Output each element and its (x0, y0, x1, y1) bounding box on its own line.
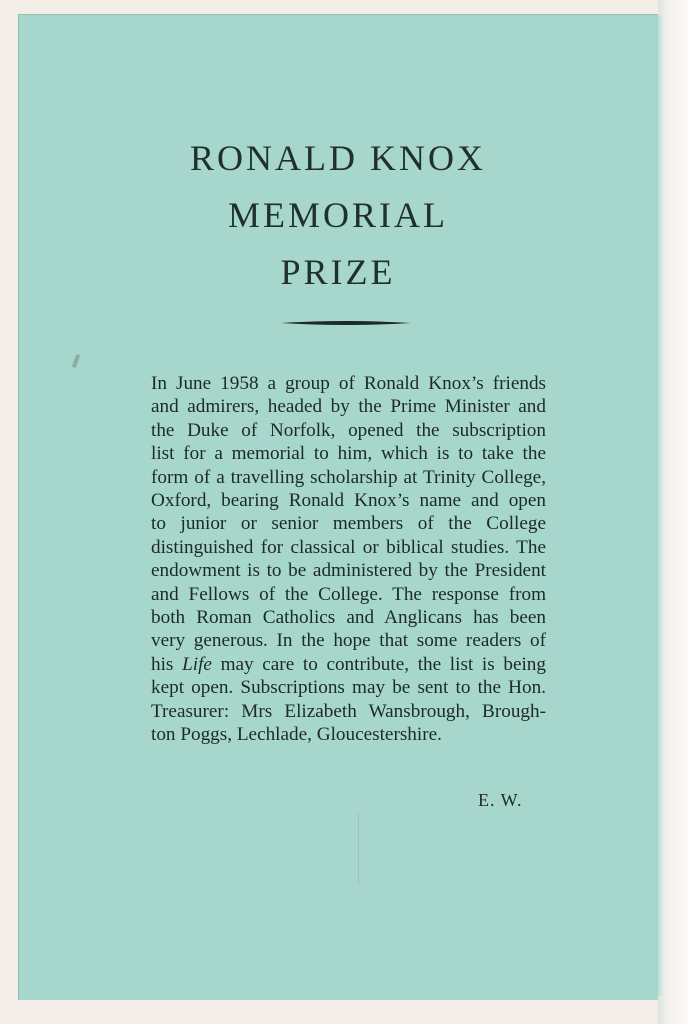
signature-initials: E. W. (478, 790, 523, 810)
body-line: to junior or senior members of the College (151, 513, 546, 535)
body-line: list for a memorial to him, which is to take the (151, 443, 546, 465)
body-line: distinguished for classical or biblical studies. The (151, 536, 546, 558)
title-line-3: PRIZE (280, 252, 396, 292)
body-line-life-pre: his (151, 653, 183, 675)
body-line: endowment is to be administered by the President (151, 560, 546, 582)
title-line-1: RONALD KNOX (190, 138, 486, 178)
paper-blemish (72, 354, 81, 369)
ornamental-rule (281, 319, 411, 327)
body-line-final: ton Poggs, Lechlade, Gloucestershire. (151, 724, 442, 746)
title-line-2: MEMORIAL (228, 195, 448, 235)
body-line: the Duke of Norfolk, opened the subscription (151, 419, 546, 441)
paper-crease (358, 814, 359, 884)
life-title-italic: Life (182, 653, 212, 675)
body-line: Oxford, bearing Ronald Knox’s name and open (151, 490, 546, 512)
body-line: and admirers, headed by the Prime Minister and (151, 396, 546, 418)
body-line: form of a travelling scholarship at Trinity College, (151, 466, 546, 488)
body-line: and Fellows of the College. The response from (151, 583, 546, 605)
body-line: In June 1958 a group of Ronald Knox’s friends (151, 373, 546, 394)
body-line: Treasurer: Mrs Elizabeth Wansbrough, Brough- (151, 700, 546, 722)
body-line: very generous. In the hope that some readers of (151, 630, 546, 652)
body-line-life-post: may care to contribute, the list is being (211, 653, 546, 675)
notice-body (151, 372, 546, 747)
body-line-life (151, 653, 546, 676)
body-line: both Roman Catholics and Anglicans has been (151, 607, 546, 629)
prize-notice-card (18, 14, 658, 1000)
body-line: kept open. Subscriptions may be sent to the Hon. (151, 677, 546, 699)
